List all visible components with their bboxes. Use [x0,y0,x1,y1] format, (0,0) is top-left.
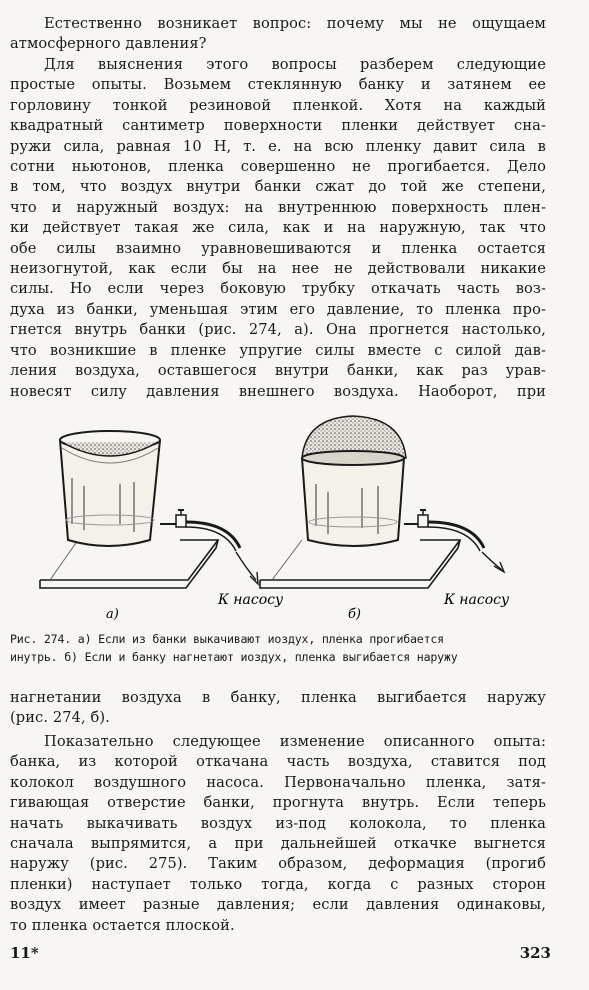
text-line: то пленка остается плоской. [10,916,235,934]
figure-caption [10,630,546,666]
text-line: пленки) наступает только тогда, когда с разных сторон [10,875,546,893]
text-line: Для выяснения этого вопросы разберем следующие [44,56,546,73]
figure-a-apparatus [40,431,258,588]
text-line: атмосферного давления? [10,35,207,53]
paragraph-experiment [10,55,546,402]
text-line: колокол воздушного насоса. Первоначально пленка, затя- [10,773,546,791]
text-line: силы. Но если через боковую трубку откачать часть воз- [10,280,546,298]
text-line: наружу (рис. 275). Таким образом, деформация (прогиб [10,855,546,873]
figure-label-a: a) [106,607,119,622]
figure-274 [10,412,550,630]
text-line: воздух имеет разные давления; если давления одинаковы, [10,896,546,914]
signature-mark: 11* [10,944,39,962]
text-line: духа из банки, уменьшая этим его давление, то пленка про- [10,300,546,318]
text-line: Естественно возникает вопрос: почему мы не ощущаем [44,15,546,32]
text-line: простые опыты. Возьмем стеклянную банку и затянем ее [10,76,546,94]
paragraph-demonstration [10,732,546,936]
figure-b-apparatus [260,416,504,588]
figure-illustration [10,412,550,630]
text-line: гивающая отверстие банки, прогнута внутрь. Если теперь [10,794,546,812]
text-line: сотни ньютонов, пленка совершенно не прогибается. Дело [10,158,546,176]
text-line: что возникшие в пленке упругие силы вместе с силой дав- [10,341,546,359]
text-line: банка, из которой откачана часть воздуха, ставится под [10,753,546,771]
figure-label-b: б) [348,607,362,622]
text-line: ки действует такая же сила, как и на наружную, так что [10,219,546,237]
pump-label-b: К насосу [444,592,510,608]
text-line: нагнетании воздуха в банку, пленка выгибается наружу [10,689,546,706]
text-line: Показательно следующее изменение описанного опыта: [44,733,546,750]
pump-label-a: К насосу [218,592,284,608]
text-line: новесят силу давления внешнего воздуха. Наоборот, при [10,382,546,400]
text-line: (рис. 274, б). [10,709,110,727]
text-line: квадратный сантиметр поверхности пленки действует сна- [10,117,546,135]
page-number: 323 [519,944,551,962]
paragraph-pressurize [10,688,546,729]
text-line: в том, что воздух внутри банки сжат до той же степени, [10,178,546,196]
text-line: ления воздуха, оставшегося внутри банки, как раз урав- [10,362,546,380]
text-line: горловину тонкой резиновой пленкой. Хотя на каждый [10,96,546,114]
text-line: сначала выпрямится, а при дальнейшей откачке выгнется [10,835,546,853]
text-line: гнется внутрь банки (рис. 274, а). Она прогнется настолько, [10,321,546,339]
text-line: обе силы взаимно уравновешиваются и пленка остается [10,239,546,257]
paragraph-question [10,14,546,55]
text-line: неизогнутой, как если бы на нее не действовали никакие [10,260,546,278]
text-line: начать выкачивать воздух из-под колокола, то пленка [10,814,546,832]
text-line: ружи сила, равная 10 Н, т. е. на всю пленку давит сила в [10,137,546,155]
caption-line: Рис. 274. а) Если из банки выкачивают иоздух, пленка прогибается [10,632,444,646]
caption-line: инутрь. б) Если и банку нагнетают иоздух, пленка выгибается наружу [10,650,458,664]
text-line: что и наружный воздух: на внутреннюю поверхность плен- [10,198,546,216]
